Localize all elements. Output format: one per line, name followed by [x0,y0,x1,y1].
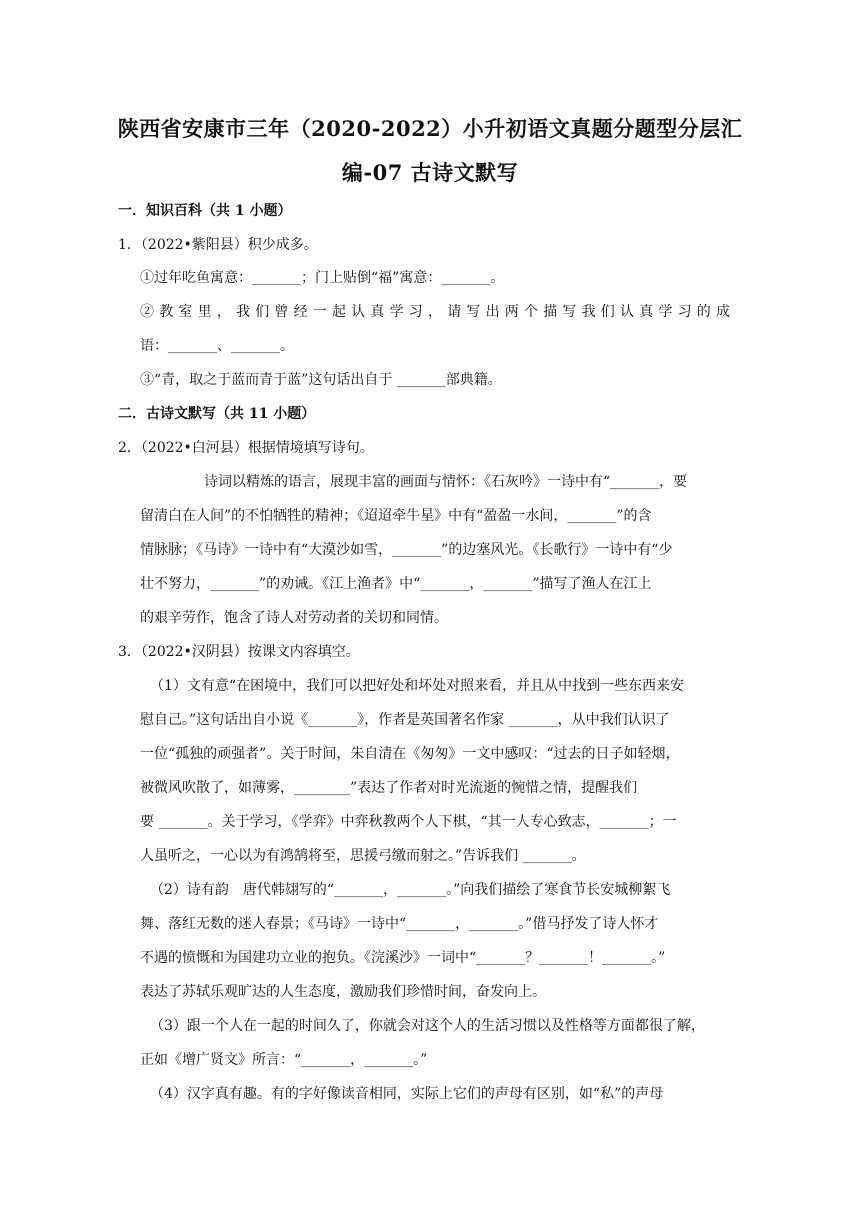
section-heading-knowledge: 一．知识百科（共 1 小题） [118,203,292,219]
document-title-line-1: 陕西省安康市三年（2020-2022）小升初语文真题分题型分层汇 [117,116,743,141]
question-1-stem: 1．（2022•紫阳县）积少成多。 [118,237,318,253]
question-2-para-line: 留清白在人间”的不怕牺牲的精神；《迢迢牵牛星》中有“盈盈一水间，_______”的含 [140,508,652,524]
question-3-part-2-line: 表达了苏轼乐观旷达的人生态度，激励我们珍惜时间，奋发向上。 [140,984,546,1000]
question-3-part-2-line: 不遇的愤慨和为国建功立业的抱负。《浣溪沙》一词中“_______？_______！_______。” [140,950,666,966]
question-1-item-2: ②教室里，我们曾经一起认真学习，请写出两个描写我们认真学习的成 [140,304,730,320]
question-3-part-2-line: 舞、落红无数的迷人春景；《马诗》一诗中“_______，_______。”借马抒发了诗人怀才 [140,916,659,932]
question-1-item-1: ①过年吃鱼寓意：_______；门上贴倒“福”寓意：_______。 [140,270,505,286]
question-3-part-1-line: 慰自己。”这句话出自小说《_______》，作者是英国著名作家 _______，从中我们认识了 [140,712,670,728]
section-heading-poetry: 二．古诗文默写（共 11 小题） [118,406,316,422]
question-3-part-4-line: （4）汉字真有趣。有的字好像读音相同，实际上它们的声母有区别，如“私”的声母 [150,1086,664,1102]
question-3-part-1-line: 要 _______。关于学习，《学弈》中弈秋教两个人下棋，“其一人专心致志，_______；一 [140,814,677,830]
question-2-para-line: 情脉脉；《马诗》一诗中有“大漠沙如雪，_______”的边塞风光。《长歌行》一诗中有“少 [140,542,673,558]
question-3-part-3-line: 正如《增广贤文》所言：“_______，_______。” [140,1052,428,1068]
question-1-item-3: ③“青，取之于蓝而青于蓝”这句话出自于 _______部典籍。 [140,372,502,388]
question-2-stem: 2．（2022•白河县）根据情境填写诗句。 [118,440,374,456]
question-3-part-2-line: （2）诗有韵 唐代韩翃写的“_______，_______。”向我们描绘了寒食节长安城柳絮飞 [150,882,671,898]
document-title-line-2: 编-07 古诗文默写 [341,160,519,185]
question-2-para-line: 壮不努力，_______”的劝诫。《江上渔者》中“_______，_______”描写了渔人在江上 [140,576,652,592]
question-3-part-3-line: （3）跟一个人在一起的时间久了，你就会对这个人的生活习惯以及性格等方面都很了解， [150,1018,705,1034]
question-3-part-1-line: 一位“孤独的顽强者”。关于时间，朱自清在《匆匆》一文中感叹：“过去的日子如轻烟， [140,746,680,762]
question-3-part-1-line: （1）文有意“在困境中，我们可以把好处和坏处对照来看，并且从中找到一些东西来安 [150,678,685,694]
question-3-part-1-line: 人虽听之，一心以为有鸿鹄将至，思援弓缴而射之。”告诉我们 _______。 [140,848,586,864]
question-3-part-1-line: 被微风吹散了，如薄雾，________”表达了作者对时光流逝的惋惜之情，提醒我们 [140,780,638,796]
question-2-para-line: 诗词以精炼的语言，展现丰富的画面与情怀：《石灰吟》一诗中有“_______，要 [204,474,688,490]
question-2-para-line: 的艰辛劳作，饱含了诗人对劳动者的关切和同情。 [140,610,448,626]
question-3-stem: 3．（2022•汉阴县）按课文内容填空。 [118,644,360,660]
question-1-item-2-cont: 语：_______、_______。 [140,338,294,354]
